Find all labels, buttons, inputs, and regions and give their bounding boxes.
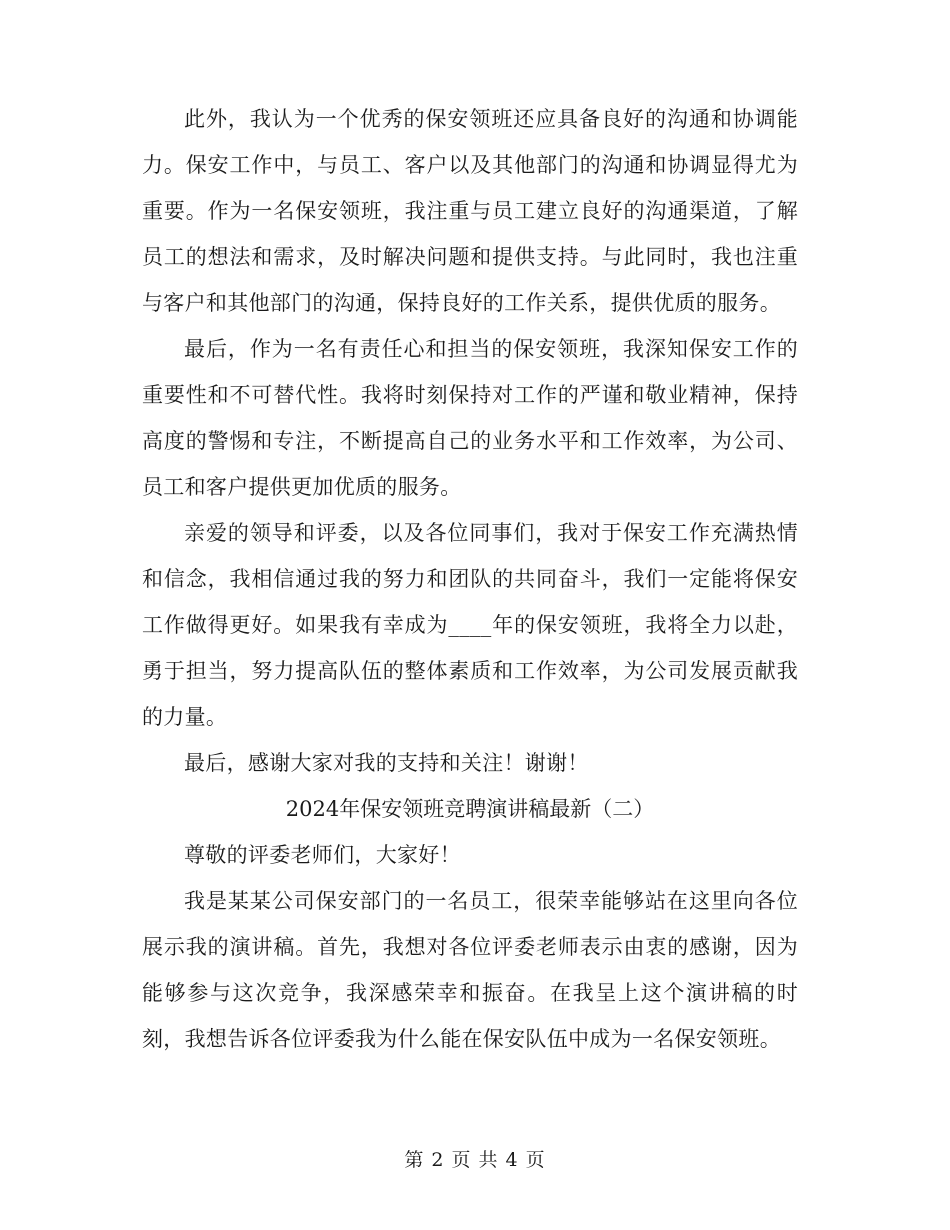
paragraph: 我是某某公司保安部门的一名员工，很荣幸能够站在这里向各位展示我的演讲稿。首先，我想对各位评委老师表示由衷的感谢，因为能够参与这次竞争，我深感荣幸和振奋。在我呈上这个演讲稿的时刻，我想告诉各位评委我为什么能在保安队伍中成为一名保安领班。 <box>142 889 798 1051</box>
paragraph: 亲爱的领导和评委，以及各位同事们，我对于保安工作充满热情和信念，我相信通过我的努力和团队的共同奋斗，我们一定能将保安工作做得更好。如果我有幸成为____年的保安领班，我将全力以赴，勇于担当，努力提高队伍的整体素质和工作效率，为公司发展贡献我的力量。 <box>142 521 798 729</box>
paragraph: 最后，作为一名有责任心和担当的保安领班，我深知保安工作的重要性和不可替代性。我将时刻保持对工作的严谨和敬业精神，保持高度的警惕和专注，不断提高自己的业务水平和工作效率，为公司、员工和客户提供更加优质的服务。 <box>142 337 798 499</box>
page-number-footer: 第 2 页 共 4 页 <box>404 1149 546 1171</box>
paragraph: 最后，感谢大家对我的支持和关注！谢谢！ <box>184 751 589 775</box>
greeting-paragraph: 尊敬的评委老师们，大家好！ <box>184 843 461 867</box>
paragraph: 此外，我认为一个优秀的保安领班还应具备良好的沟通和协调能力。保安工作中，与员工、客户以及其他部门的沟通和协调显得尤为重要。作为一名保安领班，我注重与员工建立良好的沟通渠道，了解员工的想法和需求，及时解决问题和提供支持。与此同时，我也注重与客户和其他部门的沟通，保持良好的工作关系，提供优质的服务。 <box>142 107 798 315</box>
section-title: 2024年保安领班竞聘演讲稿最新（二） <box>285 797 655 821</box>
document-body <box>142 96 798 1062</box>
